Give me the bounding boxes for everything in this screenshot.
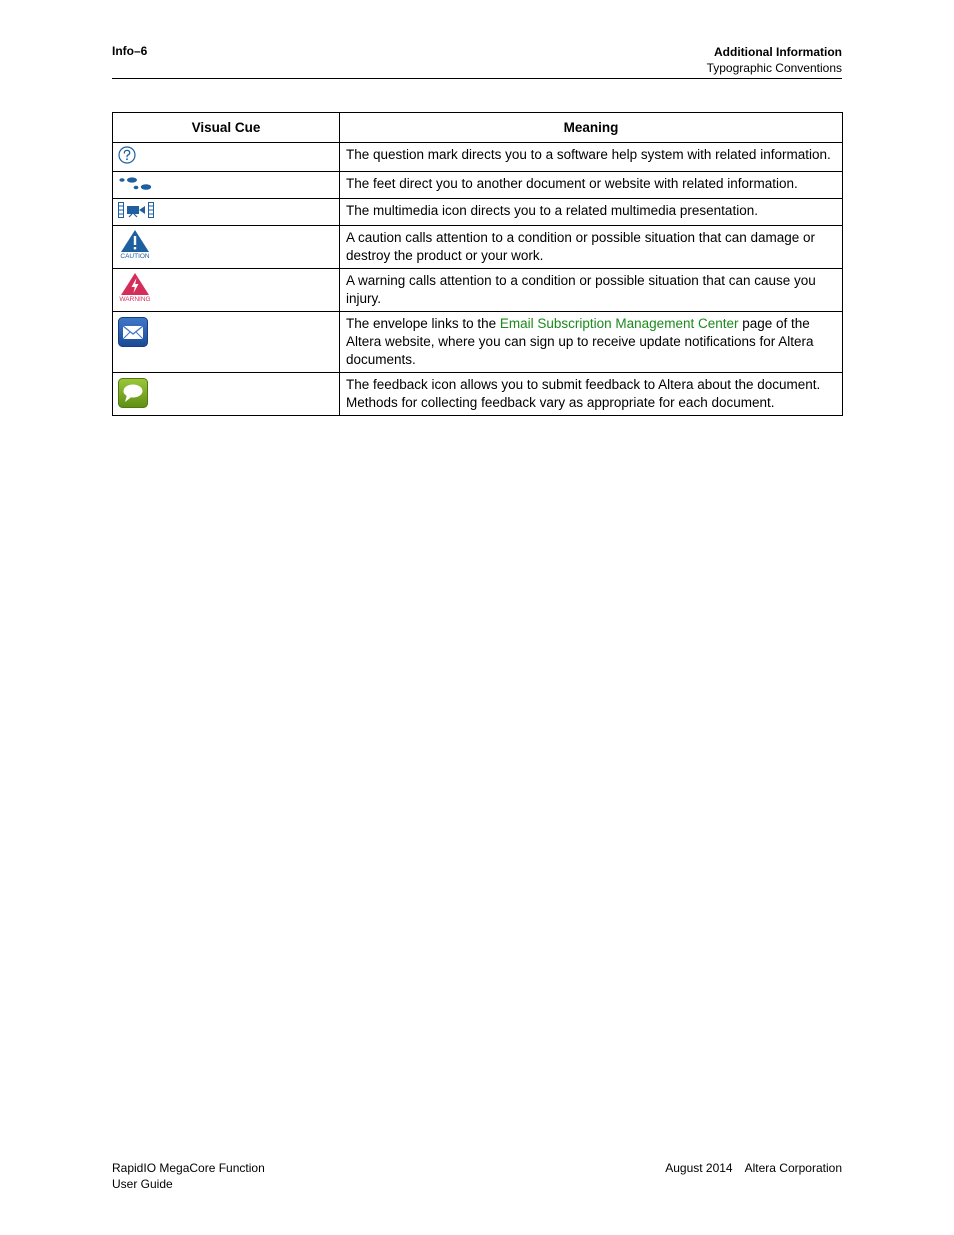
meaning-cell: The multimedia icon directs you to a related multimedia presentation. [340, 199, 843, 226]
meaning-cell: The feet direct you to another document or website with related information. [340, 172, 843, 199]
visual-cue-cell [113, 373, 340, 416]
meaning-cell: A warning calls attention to a condition or possible situation that can cause you injury. [340, 269, 843, 312]
email-subscription-link[interactable]: Email Subscription Management Center [499, 316, 739, 331]
caution-icon-label: CAUTION [120, 253, 150, 260]
subsection-title: Typographic Conventions [706, 61, 842, 75]
meaning-cell: The question mark directs you to a software help system with related information. [340, 143, 843, 172]
footer-product [112, 1160, 265, 1192]
company-name: Altera Corporation [744, 1161, 842, 1175]
warning-icon-label: WARNING [119, 296, 151, 303]
table-row [113, 373, 843, 416]
table-row [113, 172, 843, 199]
visual-cue-cell [113, 312, 340, 373]
visual-cue-cell [113, 269, 340, 312]
visual-cue-table [112, 112, 843, 416]
visual-cue-cell [113, 226, 340, 269]
page-number: Info–6 [112, 44, 148, 58]
running-header [707, 44, 842, 76]
table-row [113, 199, 843, 226]
column-header-visual-cue: Visual Cue [113, 113, 340, 143]
meaning-cell: A caution calls attention to a condition or possible situation that can damage or destroy the product or your work. [340, 226, 843, 269]
table-row [113, 312, 843, 373]
envelope-icon[interactable] [118, 317, 148, 347]
question-mark-icon[interactable] [118, 146, 136, 164]
meaning-cell: The feedback icon allows you to submit feedback to Altera about the document. Methods for collecting feedback vary as appropriate for each document. [340, 373, 843, 416]
table-row [113, 143, 843, 172]
warning-icon[interactable] [118, 272, 152, 304]
feet-icon[interactable] [118, 177, 152, 191]
visual-cue-cell [113, 172, 340, 199]
meaning-text: The envelope links to the [346, 316, 500, 331]
column-header-meaning: Meaning [340, 113, 843, 143]
document-type: User Guide [112, 1177, 173, 1191]
visual-cue-cell [113, 143, 340, 172]
feedback-icon[interactable] [118, 378, 148, 408]
header-rule [112, 78, 842, 79]
visual-cue-cell [113, 199, 340, 226]
footer-publisher [665, 1160, 842, 1176]
table-header-row [113, 113, 843, 143]
table-row [113, 226, 843, 269]
section-title: Additional Information [714, 45, 842, 59]
meaning-text: page of the Altera website, where you can sign up to receive update notifications for Altera documents. [346, 316, 814, 367]
product-name: RapidIO MegaCore Function [112, 1161, 265, 1175]
meaning-cell [340, 312, 843, 373]
caution-icon[interactable] [118, 229, 152, 261]
multimedia-icon[interactable] [118, 202, 154, 218]
table-row [113, 269, 843, 312]
publication-date: August 2014 [665, 1161, 733, 1175]
